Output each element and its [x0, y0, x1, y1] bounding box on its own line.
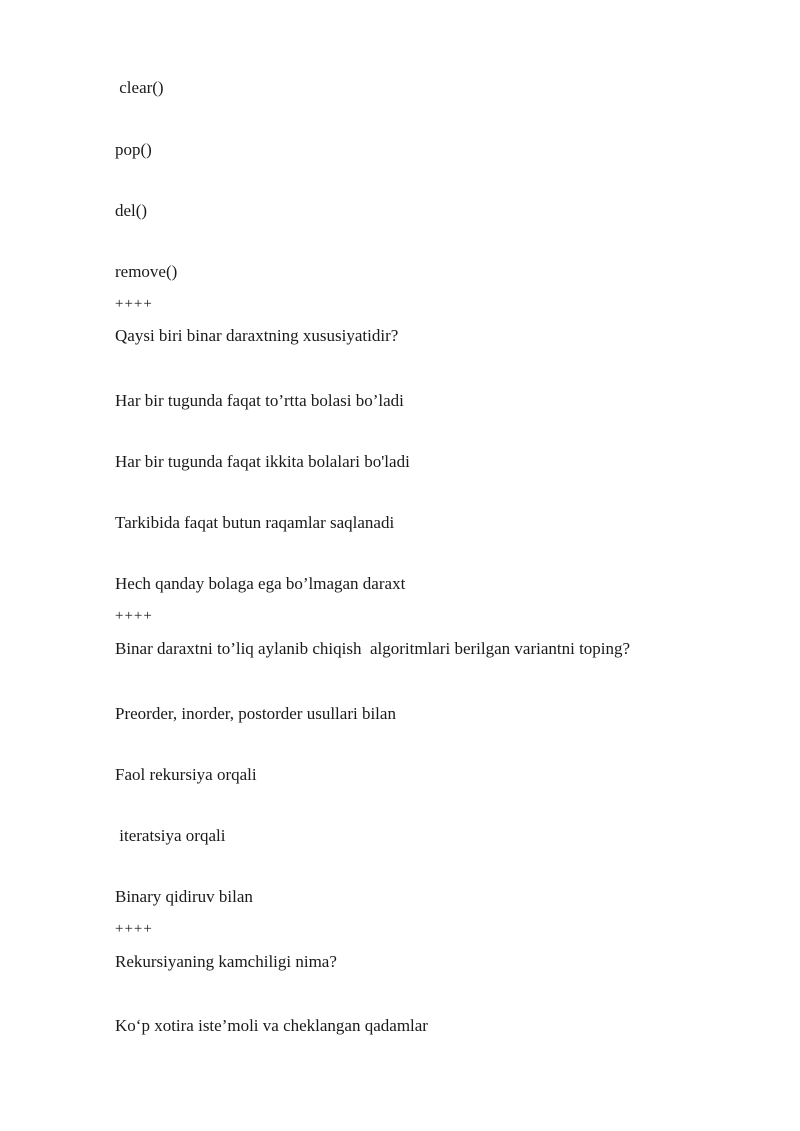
answer-option: Preorder, inorder, postorder usullari bilan [115, 704, 396, 723]
answer-option: del() [115, 201, 148, 220]
answer-option: remove() [115, 262, 178, 281]
answer-option: Hech qanday bolaga ega bo’lmagan daraxt [115, 574, 406, 593]
answer-option: Tarkibida faqat butun raqamlar saqlanadi [115, 513, 395, 532]
answer-option: Binary qidiruv bilan [115, 887, 253, 906]
answer-option: clear() [115, 78, 164, 97]
answer-option: Har bir tugunda faqat to’rtta bolasi bo’ladi [115, 391, 404, 410]
question-text: Qaysi biri binar daraxtning xususiyatidir? [115, 326, 399, 345]
question-separator: ++++ [115, 608, 153, 624]
answer-option: Ko‘p xotira iste’moli va cheklangan qadamlar [115, 1016, 428, 1035]
question-separator: ++++ [115, 296, 153, 312]
answer-option: pop() [115, 140, 152, 159]
answer-option: iteratsiya orqali [115, 826, 226, 845]
answer-option: Har bir tugunda faqat ikkita bolalari bo'ladi [115, 452, 410, 471]
question-text: Rekursiyaning kamchiligi nima? [115, 952, 337, 971]
answer-option: Faol rekursiya orqali [115, 765, 257, 784]
question-separator: ++++ [115, 921, 153, 937]
question-text: Binar daraxtni to’liq aylanib chiqish algoritmlari berilgan variantni toping? [115, 639, 631, 658]
